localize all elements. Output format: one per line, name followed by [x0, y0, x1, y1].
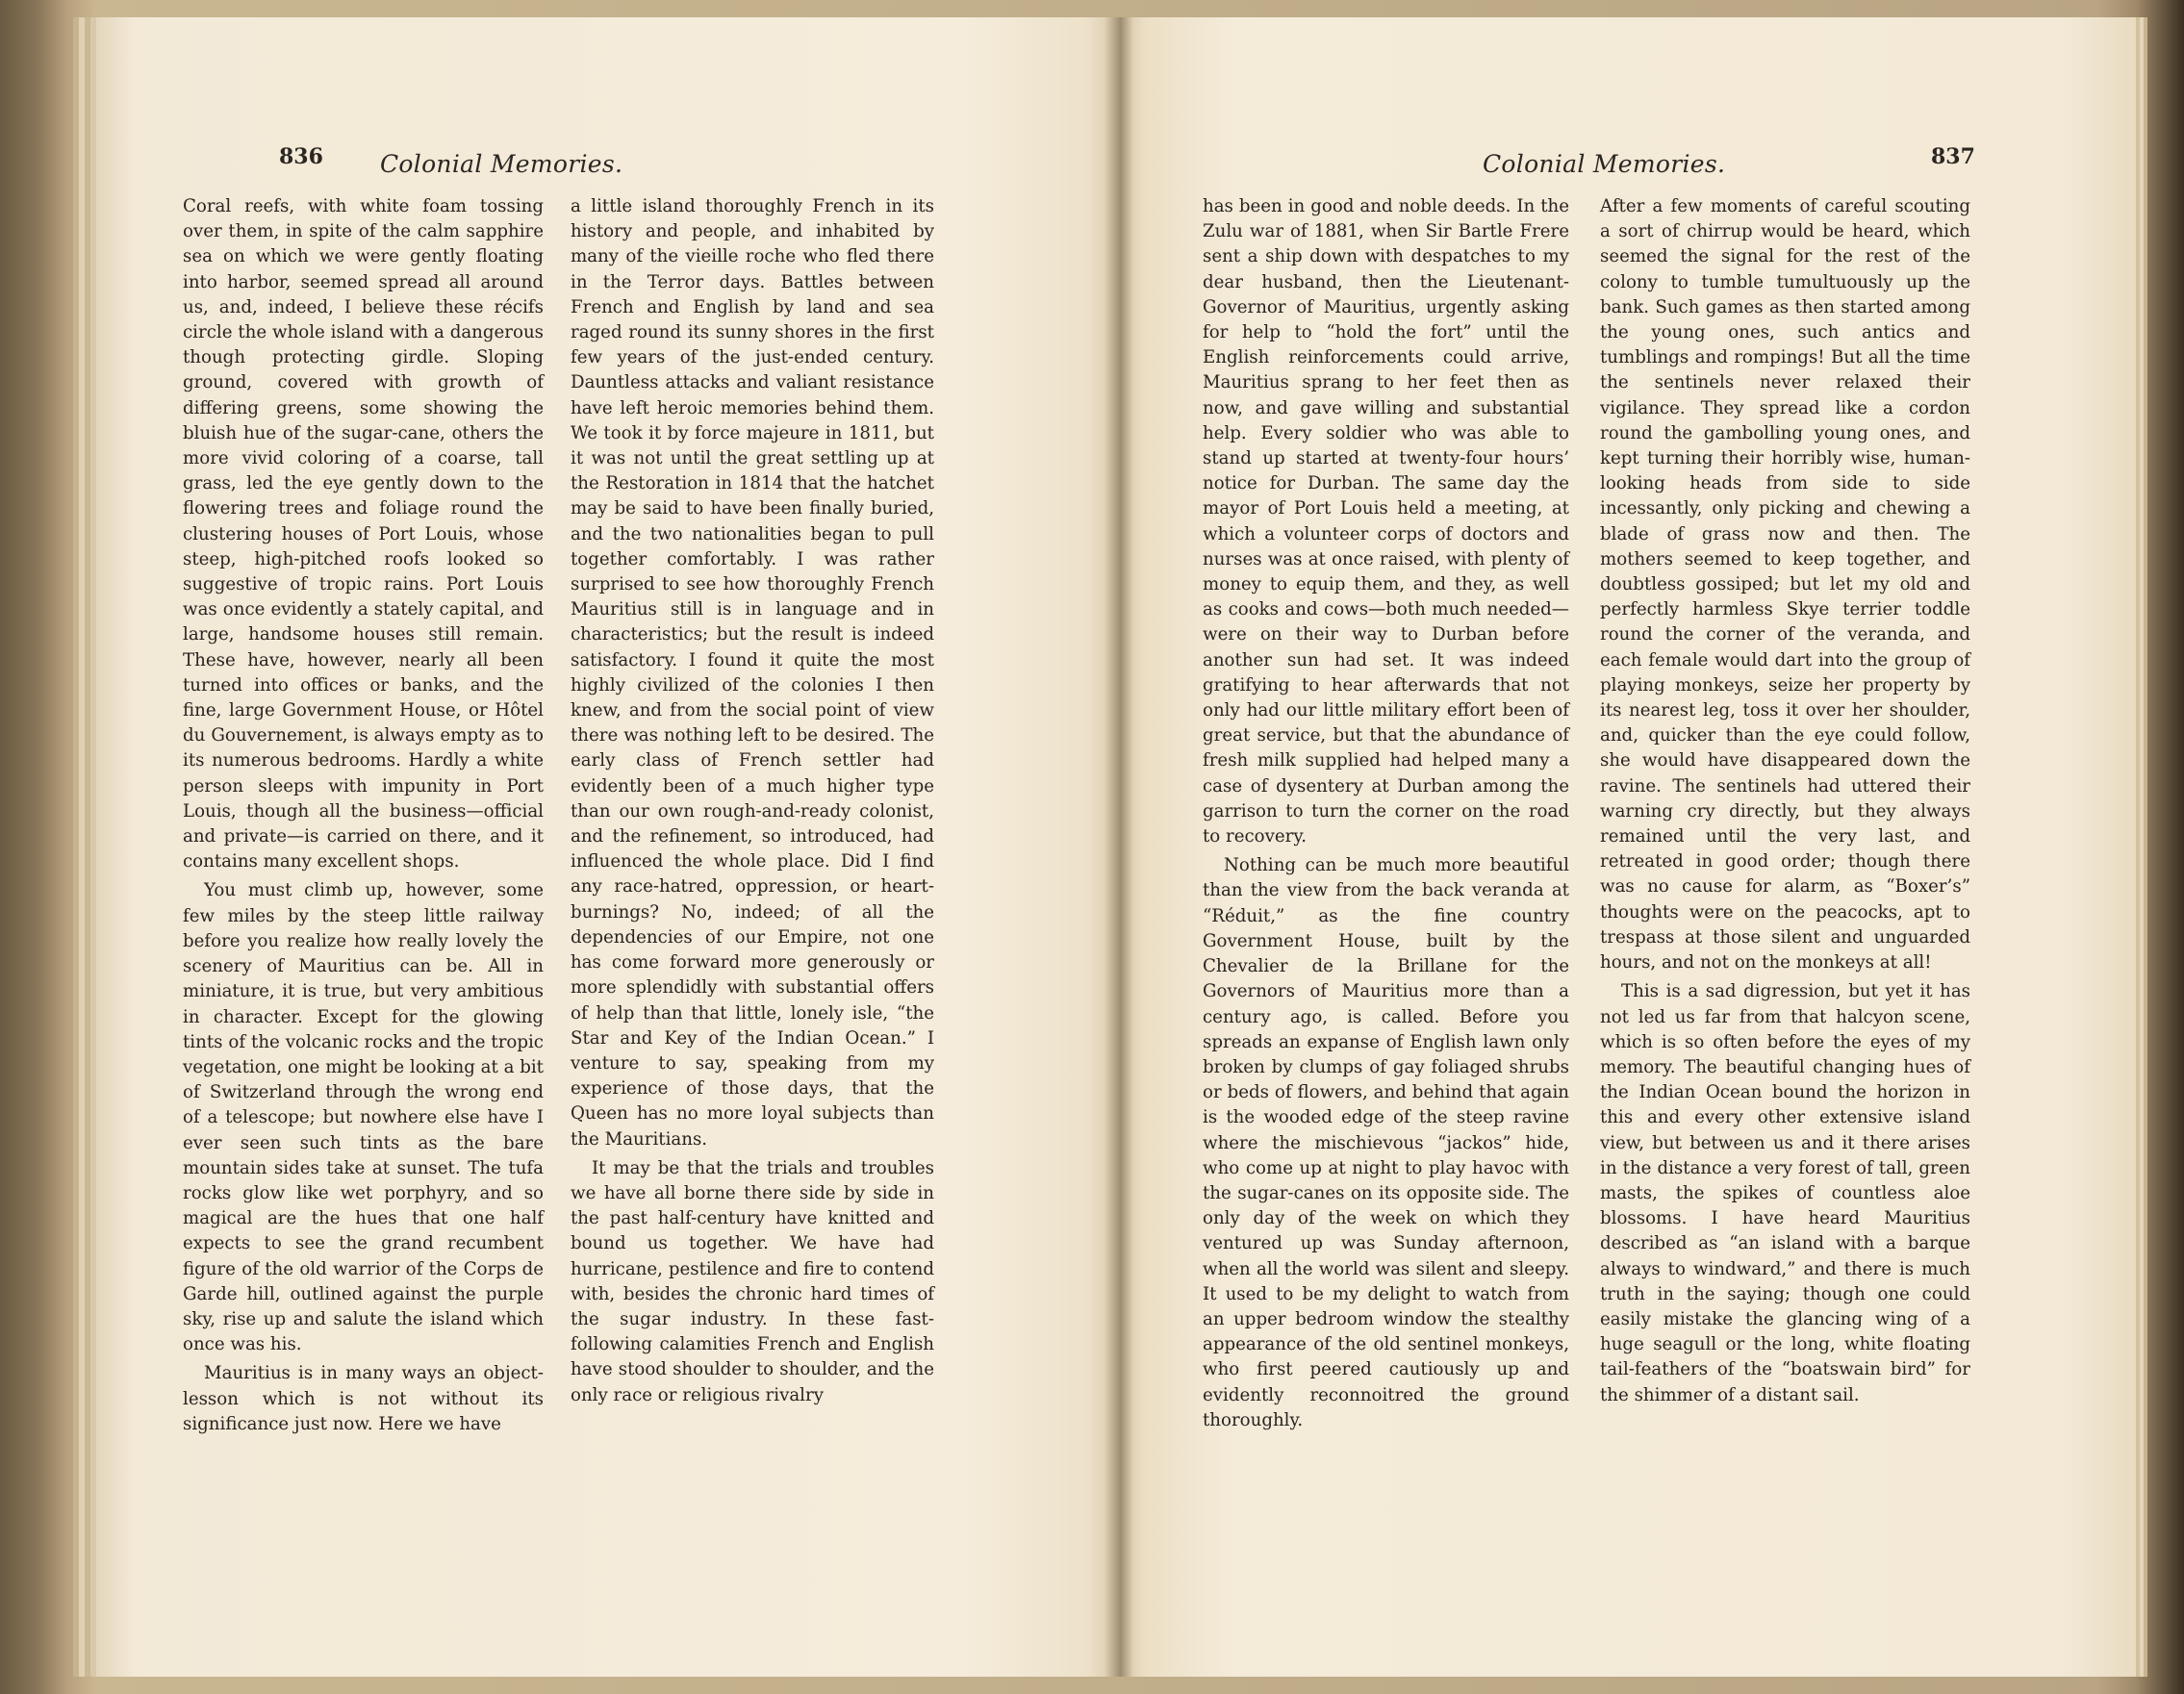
left-running-head: Colonial Memories. [380, 150, 623, 178]
left-page [96, 17, 1119, 1677]
paragraph: It may be that the trials and troubles we have all borne there side by side in the past half-century have knitted and bound us together. We have had hurricane, pestilence and fire to contend with, besides the chronic hard times of the sugar industry. In these fast-following calamities French and English have stood shoulder to shoulder, and the only race or religious rivalry [571, 1157, 934, 1405]
left-column-1 [183, 194, 544, 1437]
paragraph: Coral reefs, with white foam tossing over them, in spite of the calm sapphire sea on which we were gently floating into harbor, seemed spread all around us, and, indeed, I believe these récifs circle the whole island with a dangerous though protecting girdle. Sloping ground, covered with growth of differing greens, some showing the bluish hue of the sugar-cane, others the more vivid coloring of a coarse, tall grass, led the eye gently down to the flowering trees and foliage round the clustering houses of Port Louis, whose steep, high-pitched roofs looked so suggestive of tropic rains. Port Louis was once evidently a stately capital, and large, handsome houses still remain. These have, however, nearly all been turned into offices or banks, and the fine, large Government House, or Hôtel du Gouvernement, is always empty as to its numerous bedrooms. Hardly a white person sleeps with impunity in Port Louis, though all the business—official and private—is carried on there, and it contains many excellent shops. [183, 196, 544, 872]
paragraph: has been in good and noble deeds. In the Zulu war of 1881, when Sir Bartle Frere sent a ship down with despatches to my dear husband, then the Lieutenant-Governor of Mauritius, urgently asking for help to “hold the fort” until the English reinforcements could arrive, Mauritius sprang to her feet then as now, and gave willing and substantial help. Every soldier who was able to stand up started at twenty-four hours’ notice for Durban. The same day the mayor of Port Louis held a meeting, at which a volunteer corps of doctors and nurses was at once raised, with plenty of money to equip them, and they, as well as cooks and cows—both much needed—were on their way to Durban before another sun had set. It was indeed gratifying to hear afterwards that not only had our little military effort been of great service, but that the abundance of fresh milk supplied had helped many a case of dysentery at Durban among the garrison to turn the corner on the road to recovery. [1203, 196, 1569, 847]
paragraph: This is a sad digression, but yet it has not led us far from that halcyon scene, which is so often before the eyes of my memory. The beautiful changing hues of the Indian Ocean bound the horizon in this and every other extensive island view, but between us and it there arises in the distance a very forest of tall, green masts, the spikes of countless aloe blossoms. I have heard Mauritius described as “an island with a barque always to windward,” and there is much truth in the saying; though one could easily mistake the glancing wing of a huge seagull or the long, white floating tail-feathers of the “boatswain bird” for the shimmer of a distant sail. [1600, 981, 1970, 1405]
left-column-2 [571, 194, 934, 1408]
paragraph: After a few moments of careful scouting a sort of chirrup would be heard, which seemed the signal for the rest of the colony to tumble tumultuously up the bank. Such games as then started among the young ones, such antics and tumblings and rompings! But all the time the sentinels never relaxed their vigilance. They spread like a cordon round the gambolling young ones, and kept turning their horribly wise, human-looking heads from side to side incessantly, only picking and chewing a blade of grass now and then. The mothers seemed to keep together, and doubtless gossiped; but let my old and perfectly harmless Skye terrier toddle round the corner of the veranda, and each female would dart into the group of playing monkeys, seize her property by its nearest leg, toss it over her shoulder, and, quicker than the eye could follow, she would have disappeared down the ravine. The sentinels had uttered their warning cry directly, but they always remained until the very last, and retreated in good order; though there was no cause for alarm, as “Boxer’s” thoughts were on the peacocks, apt to trespass at those silent and unguarded hours, and not on the monkeys at all! [1600, 196, 1970, 973]
left-page-number: 836 [279, 144, 323, 169]
right-column-1 [1203, 194, 1569, 1433]
paragraph: You must climb up, however, some few miles by the steep little railway before you realize how really lovely the scenery of Mauritius can be. All in miniature, it is true, but very ambitious in character. Except for the glowing tints of the volcanic rocks and the tropic vegetation, one might be looking at a bit of Switzerland through the wrong end of a telescope; but nowhere else have I ever seen such tints as the bare mountain sides take at sunset. The tufa rocks glow like wet porphyry, and so magical are the hues that one half expects to see the grand recumbent figure of the old warrior of the Corps de Garde hill, outlined against the purple sky, rise up and salute the island which once was his. [183, 880, 544, 1355]
right-page [1119, 17, 2136, 1677]
right-running-head: Colonial Memories. [1483, 150, 1726, 178]
paragraph: Nothing can be much more beautiful than the view from the back veranda at “Réduit,” as the fine country Government House, built by the Chevalier de la Brillane for the Governors of Mauritius more than a century ago, is called. Before you spreads an expanse of English lawn only broken by clumps of gay foliaged shrubs or beds of flowers, and behind that again is the wooded edge of the steep ravine where the mischievous “jackos” hide, who come up at night to play havoc with the sugar-canes on its opposite side. The only day of the week on which they ventured up was Sunday afternoon, when all the world was silent and sleepy. It used to be my delight to watch from an upper bedroom window the stealthy appearance of the old sentinel monkeys, who first peered cautiously up and evidently reconnoitred the ground thoroughly. [1203, 855, 1569, 1430]
paragraph: a little island thoroughly French in its history and people, and inhabited by many of the vieille roche who fled there in the Terror days. Battles between French and English by land and sea raged round its sunny shores in the first few years of the just-ended century. Dauntless attacks and valiant resistance have left heroic memories behind them. We took it by force majeure in 1811, but it was not until the great settling up at the Restoration in 1814 that the hatchet may be said to have been finally buried, and the two nationalities began to pull together comfortably. I was rather surprised to see how thoroughly French Mauritius still is in language and in characteristics; but the result is indeed satisfactory. I found it quite the most highly civilized of the colonies I then knew, and from the social point of view there was nothing left to be desired. The early class of French settler had evidently been of a much higher type than our own rough-and-ready colonist, and the refinement, so introduced, had influenced the whole place. Did I find any race-hatred, oppression, or heart-burnings? No, indeed; of all the dependencies of our Empire, not one has come forward more generously or more splendidly with substantial offers of help than that little, lonely isle, “the Star and Key of the Indian Ocean.” I venture to say, speaking from my experience of those days, that the Queen has no more loyal subjects than the Mauritians. [571, 196, 934, 1150]
paragraph: Mauritius is in many ways an object-lesson which is not without its significance just now. Here we have [183, 1363, 544, 1434]
right-page-number: 837 [1931, 144, 1975, 169]
book-gutter [1105, 17, 1133, 1677]
right-column-2 [1600, 194, 1970, 1408]
